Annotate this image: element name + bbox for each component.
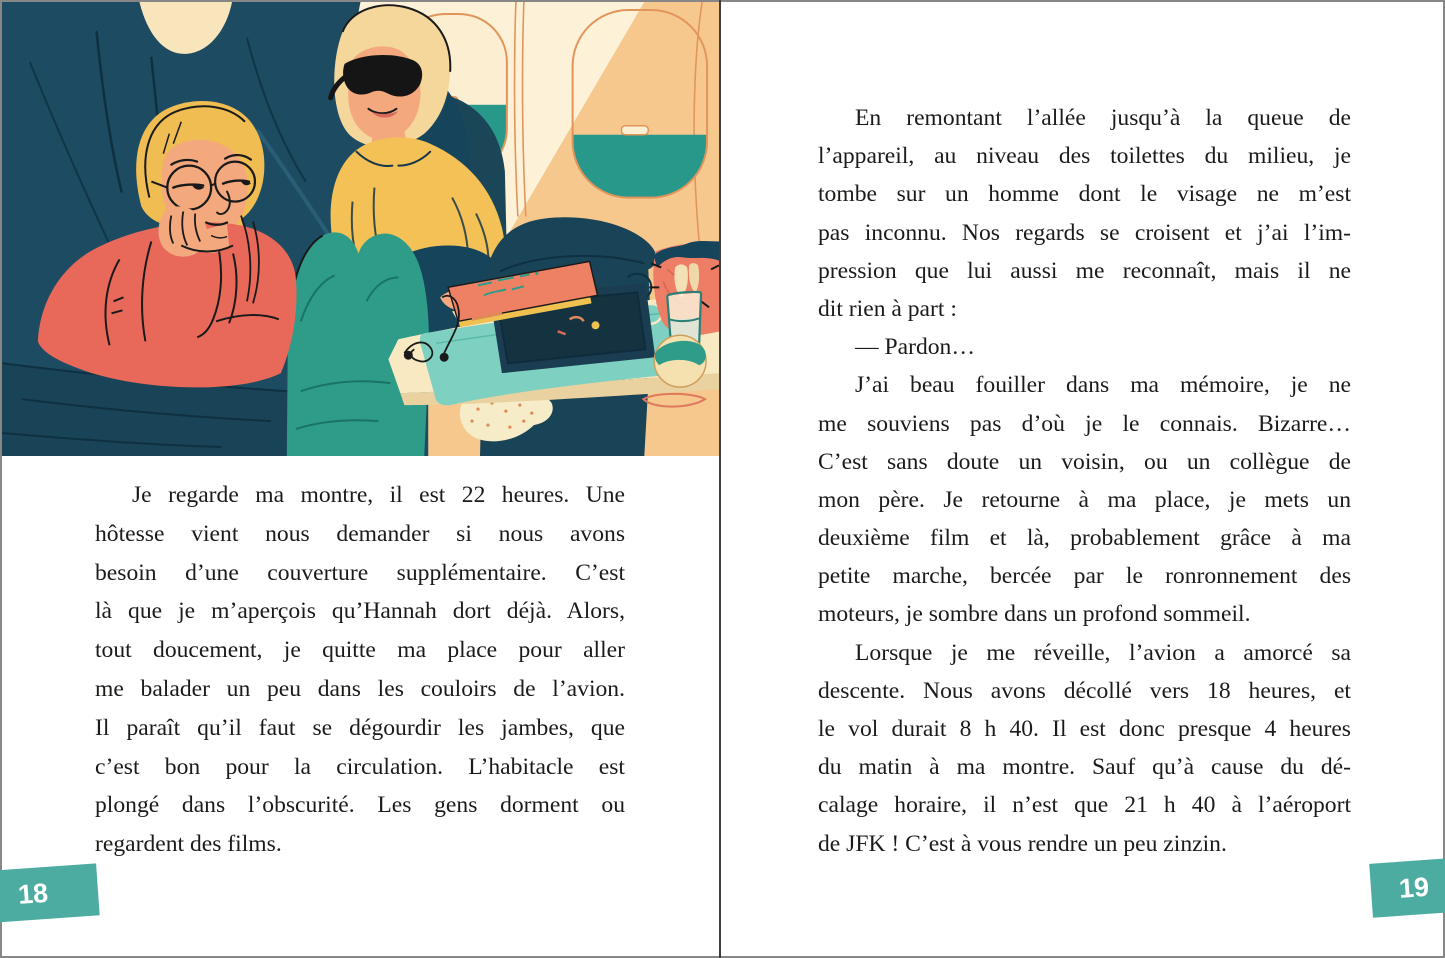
text-line: J’ai beau fouiller dans ma mémoire, je ne: [855, 372, 1351, 399]
text-line: du matin à ma montre. Sauf qu’à cause du dé-: [818, 754, 1351, 781]
text-line: descente. Nous avons décollé vers 18 heures, et: [818, 677, 1351, 704]
text-line: Lorsque je me réveille, l’avion a amorcé sa: [855, 639, 1351, 666]
text-line: me balader un peu dans les couloirs de l’avion.: [95, 675, 625, 702]
airplane-cabin-illustration: [2, 2, 721, 456]
text-line: de JFK ! C’est à vous rendre un peu zinzin.: [818, 830, 1227, 857]
text-line: là que je m’aperçois qu’Hannah dort déjà. Alors,: [95, 598, 625, 625]
text-line: c’est bon pour la circulation. L’habitacle est: [95, 753, 625, 780]
text-line: me souviens pas d’où je le connais. Bizarre…: [818, 410, 1351, 437]
text-line: — Pardon…: [855, 334, 975, 361]
page-gutter-divider: [719, 0, 721, 958]
text-line: regardent des films.: [95, 831, 282, 858]
text-line: mon père. Je retourne à ma place, je mets un: [818, 486, 1351, 513]
right-page-text: [818, 99, 1351, 863]
text-line: moteurs, je sombre dans un profond sommeil.: [818, 601, 1251, 628]
text-line: dit rien à part :: [818, 295, 957, 322]
page-number: 18: [16, 877, 50, 910]
text-line: Il paraît qu’il faut se dégourdir les jambes, que: [95, 714, 625, 741]
page-number-badge-right: [1369, 858, 1445, 917]
page-number: 19: [1397, 871, 1430, 904]
left-page-text: [95, 476, 625, 864]
earbud: [440, 353, 449, 362]
earbud: [404, 351, 413, 360]
page-number-badge-left: [0, 863, 100, 922]
text-line: petite marche, bercée par le ronronnement des: [818, 563, 1351, 590]
text-line: calage horaire, il n’est que 21 h 40 à l’aéroport: [818, 792, 1351, 819]
text-line: tombe sur un homme dont le visage ne m’est: [818, 181, 1351, 208]
text-line: En remontant l’allée jusqu’à la queue de: [855, 105, 1351, 131]
text-line: Je regarde ma montre, il est 22 heures. Une: [132, 482, 625, 508]
text-line: plongé dans l’obscurité. Les gens dorment ou: [95, 792, 625, 819]
text-line: tout doucement, je quitte ma place pour aller: [95, 637, 625, 664]
text-line: le vol durait 8 h 40. Il est donc presque 4 heures: [818, 716, 1351, 742]
text-line: pression que lui aussi me reconnaît, mais il ne: [818, 257, 1351, 284]
text-line: deuxième film et là, probablement grâce à ma: [818, 525, 1351, 552]
text-line: pas inconnu. Nos regards se croisent et j’ai l’im-: [818, 219, 1351, 246]
text-line: hôtesse vient nous demander si nous avons: [95, 520, 625, 547]
text-line: l’appareil, au niveau des toilettes du milieu, je: [818, 143, 1351, 170]
text-line: C’est sans doute un voisin, ou un collègue de: [818, 448, 1351, 475]
sleep-mask: [343, 55, 422, 97]
text-line: besoin d’une couverture supplémentaire. C’est: [95, 559, 625, 586]
bagel: [654, 335, 706, 387]
